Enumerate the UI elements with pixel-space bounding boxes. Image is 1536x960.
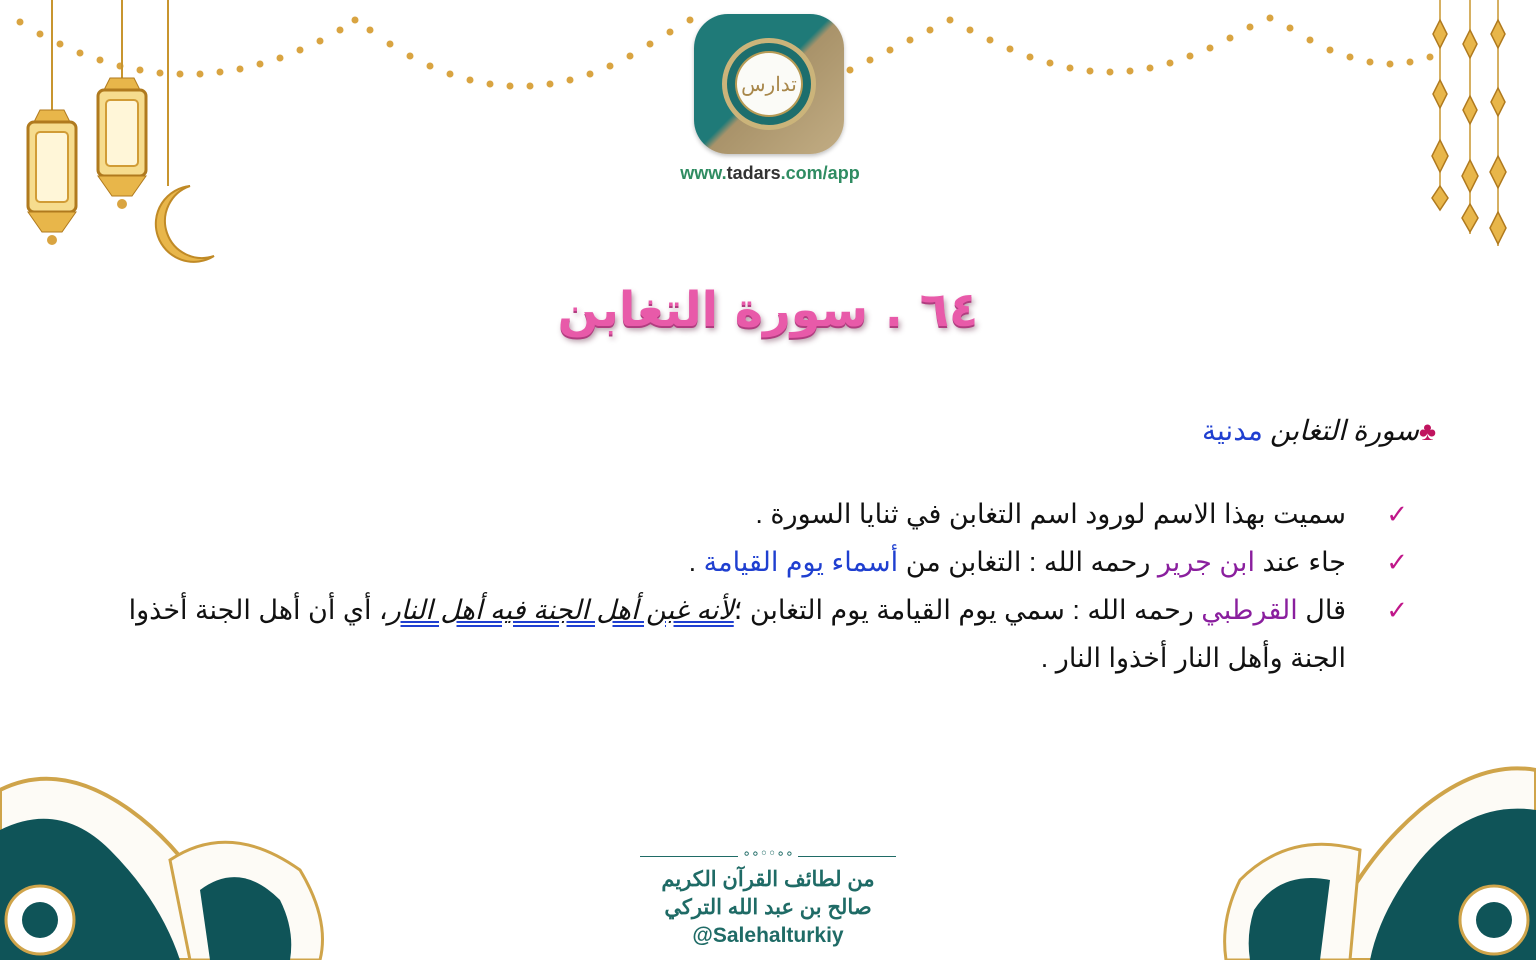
mandala-right-icon [1225,768,1536,960]
checkmark-icon: ✓ [1386,547,1408,577]
url-brand: tadars [726,163,781,183]
bullet-text: سميت بهذا الاسم لورود اسم التغابن في ثنايا السورة . [755,499,1346,529]
hanging-diamonds-icon [1432,0,1506,246]
tadars-logo-icon: تدارس [735,51,803,117]
url-prefix: www. [680,163,727,183]
footer-line2: صالح بن عبد الله التركي [664,896,872,919]
bullet-text-part: قال [1297,595,1346,625]
surah-name: سورة التغابن [1269,416,1419,447]
url-suffix: .com/app [780,163,860,183]
quote-text: لأنه غبن أهل الجنة فيه أهل النار [387,595,734,625]
checkmark-icon: ✓ [1386,595,1408,625]
bullet-text-part: ، أي أن أهل الجنة أخذوا الجنة وأهل النار أخذوا النار . [128,595,1346,673]
highlight-text: أسماء يوم القيامة [703,547,899,577]
bullet-text-part: رحمه الله : سمي يوم القيامة يوم التغابن ؛ [733,595,1202,625]
lantern-icon [28,0,76,245]
club-icon: ♣ [1418,417,1436,446]
ornament-icon: ∘∘◦◦∘∘ [738,846,798,862]
crescent-moon-icon [156,0,214,262]
surah-type: مدنية [1201,416,1263,447]
twitter-handle[interactable]: @Salehalturkiy [692,924,844,947]
scholar-name: القرطبي [1201,595,1298,625]
logo-ring [722,38,816,130]
footer-line1: من لطائف القرآن الكريم [661,868,875,891]
site-url[interactable] [620,163,920,184]
bead-garland-right-icon [847,15,1434,76]
tadars-logo[interactable] [694,14,844,154]
lantern-icon [98,0,146,209]
footer-credits [600,866,936,950]
page-title: ٦٤ . سورة التغابن [557,282,979,338]
bullet-list [128,490,1408,682]
surah-subtitle [1202,414,1436,448]
bullet-text-part: جاء عند [1254,547,1346,577]
list-item [128,586,1408,682]
bullet-text-part: رحمه الله : التغابن من [898,547,1158,577]
list-item [128,538,1408,586]
mandala-left-icon [0,779,323,960]
scholar-name: ابن جرير [1157,547,1255,577]
bullet-text-part: . [688,547,704,577]
checkmark-icon: ✓ [1386,499,1408,529]
list-item [128,490,1408,538]
